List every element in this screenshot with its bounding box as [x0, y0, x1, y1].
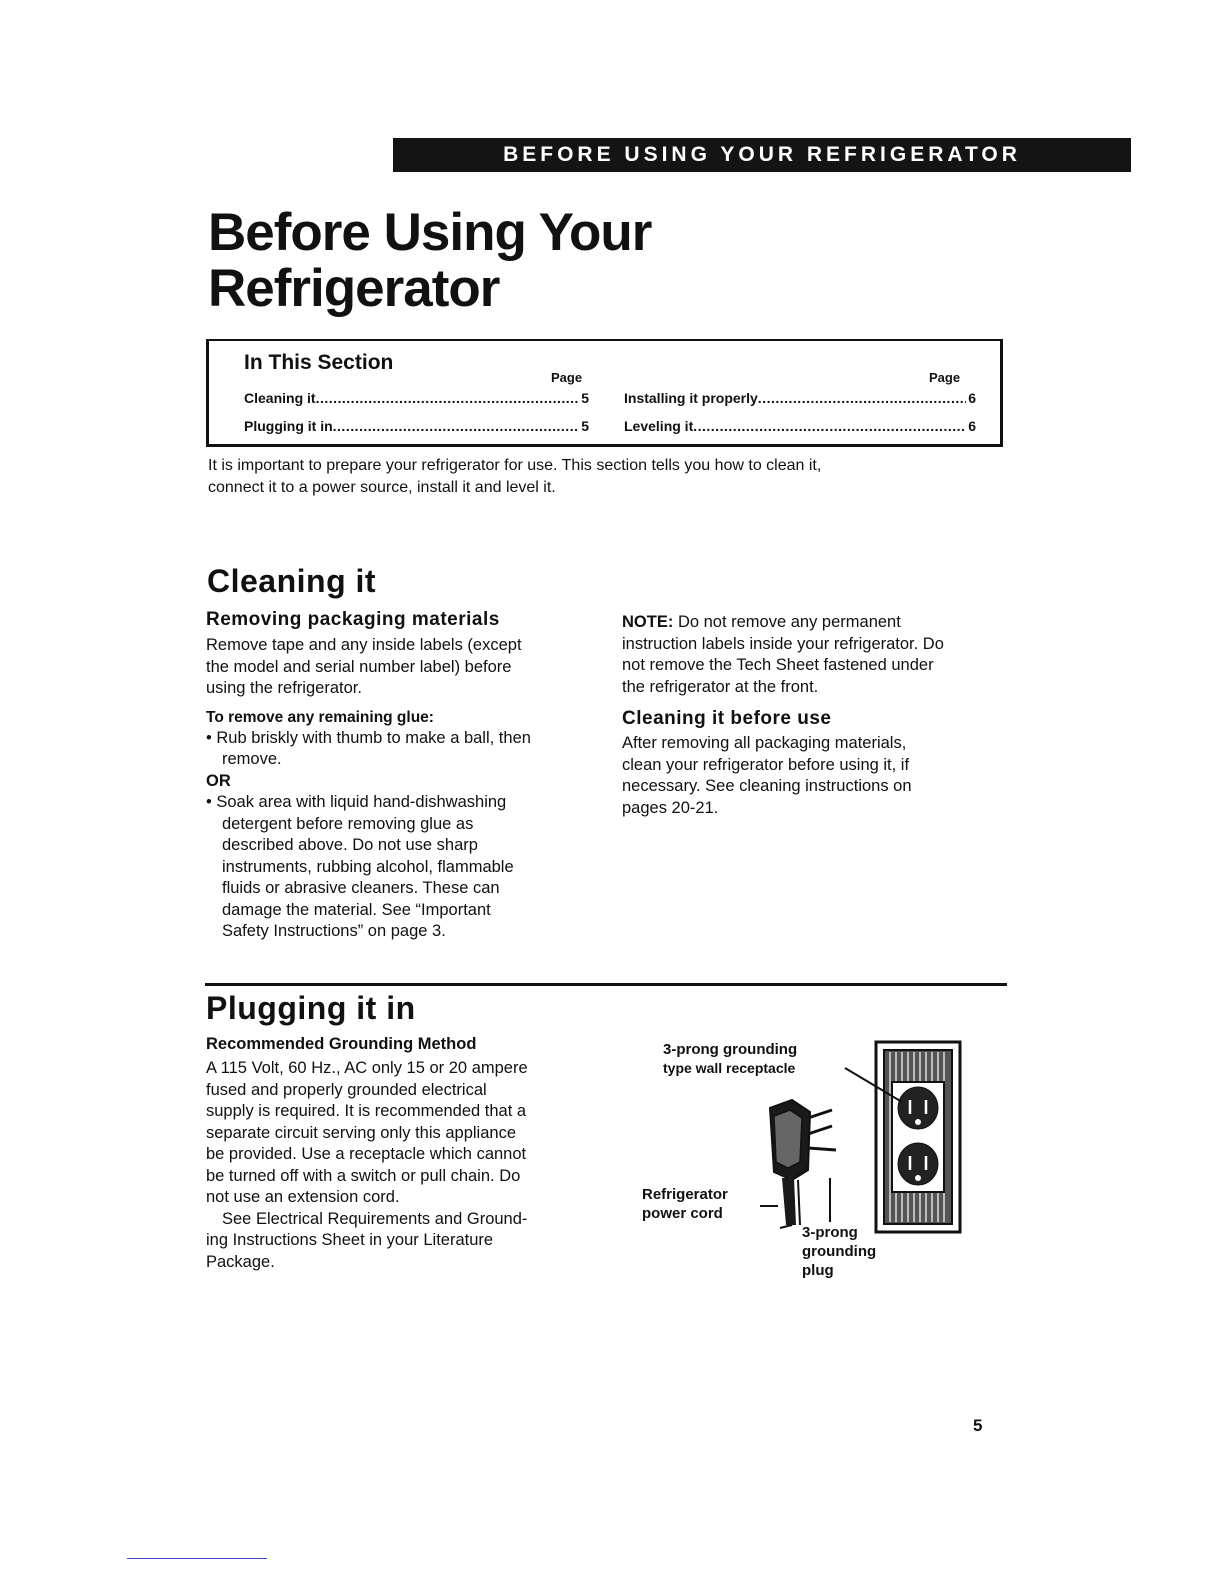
text-line: detergent before removing glue as	[222, 814, 474, 833]
toc-entry-page: 5	[581, 418, 589, 434]
toc-leader-dots	[758, 390, 966, 406]
label-line: plug	[802, 1262, 834, 1279]
toc-entry[interactable]	[624, 386, 976, 406]
see-instructions-text	[206, 1209, 601, 1274]
grounding-figure	[640, 1030, 980, 1290]
text-line: See Electrical Requirements and Ground-	[222, 1209, 528, 1228]
text-line: Remove tape and any inside labels (except	[206, 636, 522, 654]
glue-heading: To remove any remaining glue:	[206, 708, 434, 726]
text-line: not use an extension cord.	[206, 1188, 400, 1206]
intro-line: connect it to a power source, install it and level it.	[208, 479, 556, 496]
text-line: pages 20-21.	[622, 798, 719, 817]
label-line: 3-prong grounding	[663, 1041, 798, 1058]
label-line: power cord	[642, 1205, 723, 1222]
toc-leader-dots	[693, 418, 966, 434]
label-line: grounding	[802, 1243, 877, 1260]
text-line: fluids or abrasive cleaners. These can	[222, 879, 500, 897]
text-line: the refrigerator at the front.	[622, 677, 819, 696]
text-line: separate circuit serving only this appliance	[206, 1123, 516, 1142]
toc-entry[interactable]	[244, 386, 589, 406]
glue-bullet-2	[206, 792, 596, 943]
note-label: NOTE:	[622, 613, 674, 631]
toc-entry-label: Leveling it	[624, 418, 694, 434]
toc-page-label-right: Page	[929, 370, 961, 385]
toc-entry-label: Cleaning it	[244, 390, 316, 406]
toc-leader-dots	[316, 390, 580, 406]
toc-page-label-left: Page	[551, 370, 583, 385]
text-line: supply is required. It is recommended that a	[206, 1102, 527, 1120]
cleaning-left-column	[206, 609, 596, 943]
in-this-section-box	[206, 339, 1003, 447]
text-line: fused and properly grounded electrical	[206, 1080, 487, 1099]
page-number: 5	[973, 1416, 983, 1435]
toc-heading: In This Section	[244, 351, 394, 374]
toc-entry-label: Plugging it in	[244, 418, 333, 434]
text-line: clean your refrigerator before using it, if	[622, 755, 910, 774]
toc-entry[interactable]	[244, 414, 589, 434]
before-use-heading: Cleaning it before use	[622, 708, 832, 729]
intro-paragraph	[208, 455, 998, 499]
text-line: necessary. See cleaning instructions on	[622, 777, 912, 795]
cleaning-heading: Cleaning it	[207, 563, 377, 599]
cleaning-right-column	[622, 612, 1012, 819]
or-label: OR	[206, 771, 231, 790]
text-line: Do not remove any permanent	[677, 613, 901, 631]
receptacle-label	[663, 1040, 797, 1078]
plug-label	[802, 1223, 876, 1280]
glue-bullet-1	[206, 728, 596, 771]
note-paragraph	[622, 612, 1012, 698]
plugging-text-column	[206, 1035, 601, 1273]
text-line: • Soak area with liquid hand-dishwashing	[206, 793, 507, 811]
page-title	[208, 205, 908, 317]
text-line: be turned off with a switch or pull chain. Do	[206, 1166, 521, 1185]
page-title-line-1: Before Using Your	[208, 203, 652, 262]
packaging-text	[206, 635, 596, 700]
toc-entry-page: 5	[581, 390, 589, 406]
text-line: ing Instructions Sheet in your Literature	[206, 1231, 494, 1249]
label-line: 3-prong	[802, 1224, 858, 1241]
before-use-text	[622, 733, 1012, 819]
text-line: described above. Do not use sharp	[222, 836, 478, 854]
text-line: the model and serial number label) before	[206, 657, 512, 676]
section-banner: BEFORE USING YOUR REFRIGERATOR	[393, 138, 1131, 172]
grounding-plug-drawing	[770, 1100, 836, 1228]
toc-entry[interactable]	[624, 414, 976, 434]
section-divider	[205, 983, 1007, 986]
text-line: damage the material. See “Important	[222, 900, 491, 919]
intro-line: It is important to prepare your refrigerator for use. This section tells you how to clean it,	[208, 457, 822, 474]
toc-entry-page: 6	[968, 418, 976, 434]
toc-leader-dots	[333, 418, 580, 434]
text-line: After removing all packaging materials,	[622, 734, 907, 752]
power-cord-label	[642, 1185, 728, 1223]
text-line: A 115 Volt, 60 Hz., AC only 15 or 20 ampere	[206, 1059, 528, 1077]
page-title-line-2: Refrigerator	[208, 259, 500, 318]
text-line: Safety Instructions” on page 3.	[222, 922, 446, 940]
label-line: Refrigerator	[642, 1186, 728, 1203]
text-line: Package.	[206, 1252, 275, 1271]
plugging-heading: Plugging it in	[206, 990, 416, 1026]
text-line: instruments, rubbing alcohol, flammable	[222, 857, 514, 876]
grounding-method-heading: Recommended Grounding Method	[206, 1035, 477, 1053]
text-line: be provided. Use a receptacle which cannot	[206, 1145, 527, 1163]
toc-entry-label: Installing it properly	[624, 390, 758, 406]
toc-entry-page: 6	[968, 390, 976, 406]
grounding-method-text	[206, 1058, 601, 1209]
wall-receptacle-drawing	[876, 1042, 960, 1232]
packaging-heading: Removing packaging materials	[206, 609, 500, 630]
scan-edge-line	[127, 1558, 267, 1559]
text-line: using the refrigerator.	[206, 679, 362, 697]
text-line: instruction labels inside your refrigerator. Do	[622, 634, 944, 653]
text-line: not remove the Tech Sheet fastened under	[622, 656, 934, 674]
text-line: remove.	[222, 750, 282, 768]
label-line: type wall receptacle	[663, 1060, 796, 1076]
text-line: • Rub briskly with thumb to make a ball, then	[206, 728, 531, 747]
